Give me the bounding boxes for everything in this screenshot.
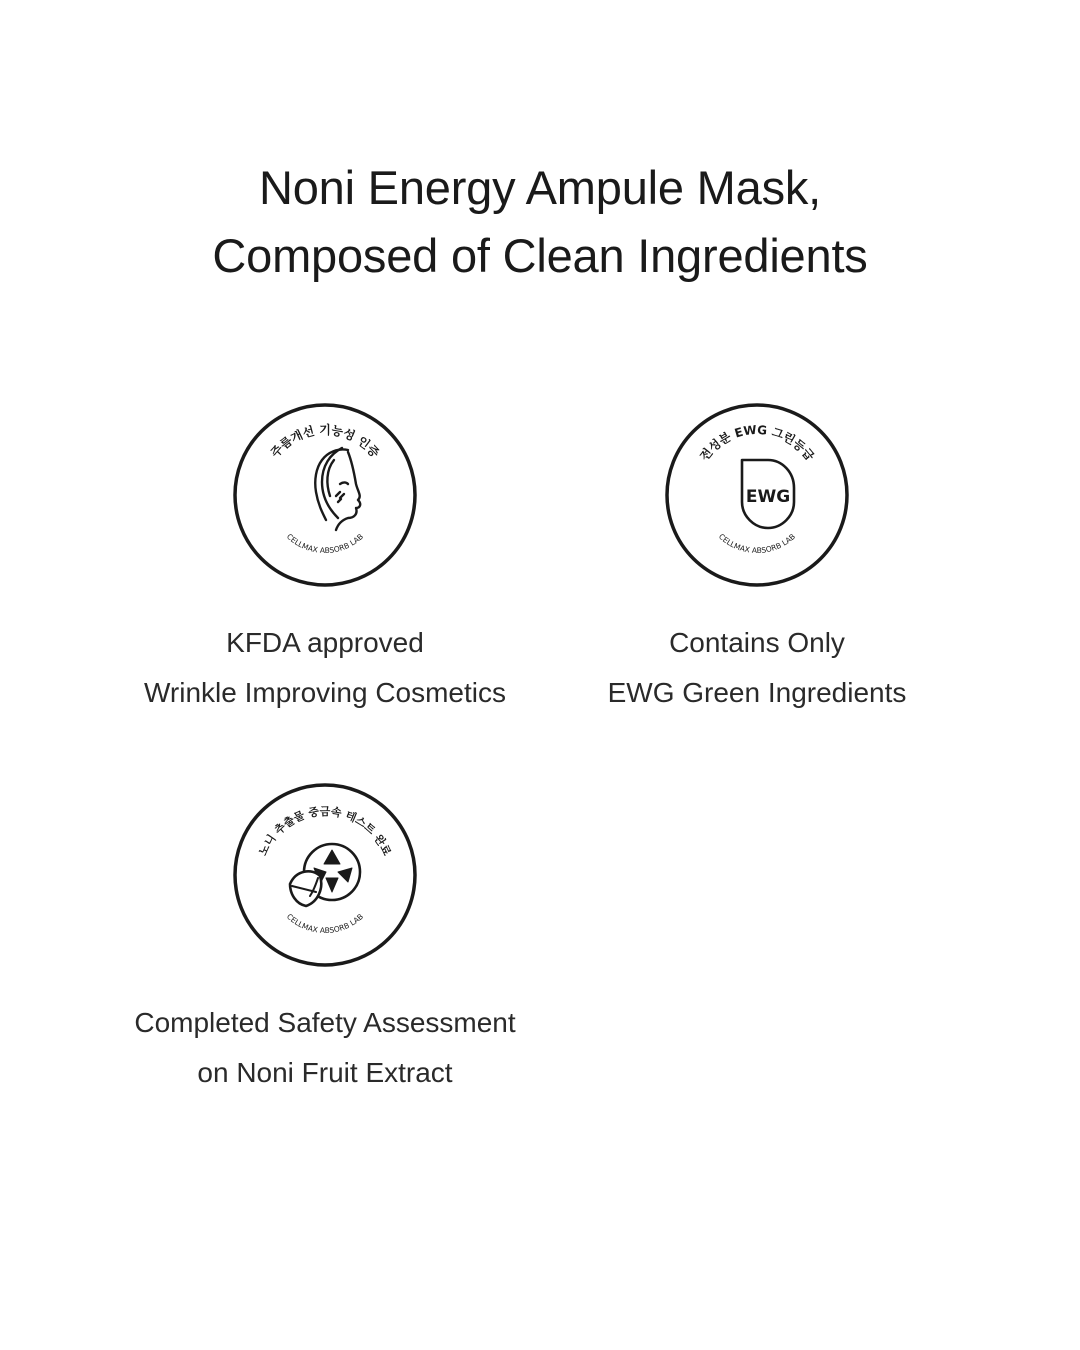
noni-seal bbox=[230, 780, 420, 970]
noni-fruit-leaf-icon bbox=[290, 844, 360, 906]
noni-caption-line-2: on Noni Fruit Extract bbox=[197, 1057, 453, 1088]
kfda-caption-line-1: KFDA approved bbox=[226, 627, 424, 658]
kfda-caption bbox=[90, 618, 560, 718]
ewg-caption bbox=[522, 618, 992, 718]
kfda-seal bbox=[230, 400, 420, 590]
noni-seal-bottom-text: CELLMAX ABSORB LAB bbox=[284, 911, 366, 936]
page-title-line-1: Noni Energy Ampule Mask, bbox=[258, 161, 822, 214]
kfda-seal-bottom-text: CELLMAX ABSORB LAB bbox=[284, 531, 366, 556]
noni-caption-line-1: Completed Safety Assessment bbox=[134, 1007, 516, 1038]
kfda-seal-top-text: 주름개선 기능성 인증 bbox=[267, 423, 383, 461]
badge-kfda bbox=[90, 400, 560, 718]
ewg-icon-label: EWG bbox=[745, 487, 791, 507]
badge-noni bbox=[90, 780, 560, 1098]
ewg-caption-line-2: EWG Green Ingredients bbox=[607, 677, 907, 708]
woman-profile-icon bbox=[315, 448, 360, 530]
ewg-seal-top-text: 전성분 EWG 그린등급 bbox=[697, 422, 817, 464]
ewg-drop-icon bbox=[742, 460, 794, 528]
page-title-line-2: Composed of Clean Ingredients bbox=[212, 229, 868, 282]
noni-seal-top-text: 노니 추출물 중금속 테스트 완료 bbox=[256, 805, 394, 858]
noni-caption bbox=[90, 998, 560, 1098]
badge-ewg bbox=[522, 400, 992, 718]
ewg-seal-bottom-text: CELLMAX ABSORB LAB bbox=[716, 531, 798, 556]
ewg-seal bbox=[662, 400, 852, 590]
page-title bbox=[0, 154, 1080, 290]
kfda-caption-line-2: Wrinkle Improving Cosmetics bbox=[143, 677, 507, 708]
ewg-caption-line-1: Contains Only bbox=[669, 627, 845, 658]
